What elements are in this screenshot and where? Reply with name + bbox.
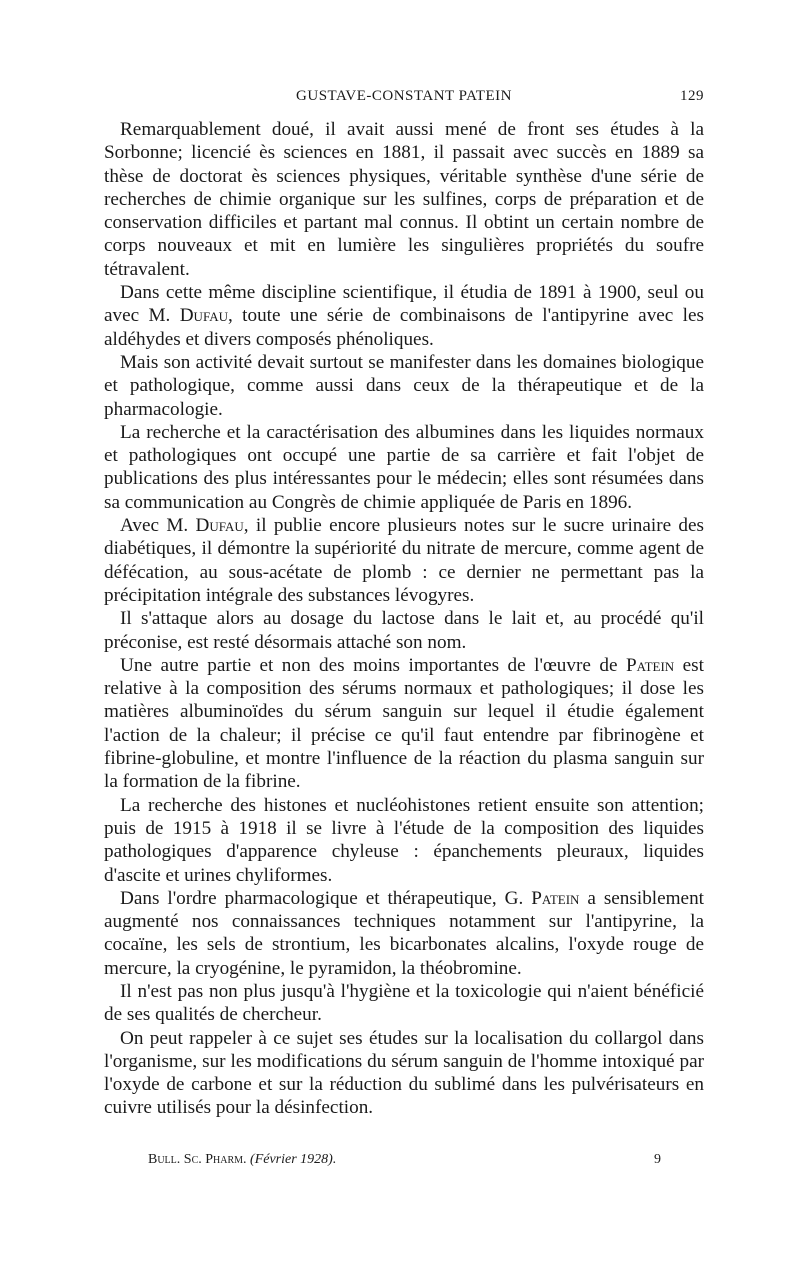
body-text xyxy=(104,118,704,1120)
paragraph xyxy=(104,514,704,607)
person-name: Patein xyxy=(625,654,675,676)
paragraph: Il n'est pas non plus jusqu'à l'hygiène et la toxicologie qui n'aient bénéficié de ses qualités de chercheur. xyxy=(104,980,704,1026)
person-name: Dufau xyxy=(195,515,244,537)
paragraph-text: Dans cette même discipline scientifique, il étudia de 1891 à 1900, seul ou avec M. xyxy=(104,282,704,327)
paragraph-text: Avec M. xyxy=(120,515,196,537)
paragraph-text: Une autre partie et non des moins importantes de l'œuvre de xyxy=(120,654,626,676)
paragraph-text: a sensiblement augmenté nos connaissances techniques notamment sur l'antipyrine, la cocaïne, les sels de strontium, les bicarbonates alcalins, l'oxyde rouge de mercure, la cryogénine, le pyramidon, la théobromine. xyxy=(104,887,704,979)
paragraph: Mais son activité devait surtout se manifester dans les domaines biologique et pathologique, comme aussi dans ceux de la thérapeutique et de la pharmacologie. xyxy=(104,351,704,420)
journal-reference xyxy=(148,1152,336,1168)
paragraph-text: , il publie encore plusieurs notes sur le sucre urinaire des diabétiques, il démontre la supériorité du nitrate de mercure, comme agent de défécation, au sous-acétate de plomb : ce dernier ne permettant pas la précipitation intégrale des substances lévogyres. xyxy=(104,515,704,606)
paragraph xyxy=(104,887,704,980)
paragraph: Il s'attaque alors au dosage du lactose dans le lait et, au procédé qu'il préconise, est resté désormais attaché son nom. xyxy=(104,608,704,653)
paragraph: La recherche et la caractérisation des albumines dans les liquides normaux et pathologiques ont occupé une partie de sa carrière et fait l'objet de publications des plus intéressantes pour le médecin; elles sont résumées dans sa communication au Congrès de chimie appliquée de Paris en 1896. xyxy=(104,421,704,513)
paragraph: Remarquablement doué, il avait aussi mené de front ses études à la Sorbonne; licencié ès sciences en 1881, il passait avec succès en 1889 sa thèse de doctorat ès sciences physiques, véritable synthèse d'une série de recherches de chimie organique sur les sulfines, corps de préparation et de conservation difficiles et partant mal connus. Il obtint un certain nombre de corps nouveaux et mit en lumière les singulières propriétés du soufre tétravalent. xyxy=(104,119,704,280)
paragraph xyxy=(104,281,704,351)
page-number: 129 xyxy=(680,88,704,104)
sheet-number: 9 xyxy=(654,1152,661,1167)
journal-name: Bull. Sc. Pharm. xyxy=(148,1152,247,1167)
page-header xyxy=(104,88,704,110)
running-title: GUSTAVE-CONSTANT PATEIN xyxy=(296,88,512,104)
person-name: Patein xyxy=(531,887,580,909)
journal-date: (Février 1928). xyxy=(250,1152,337,1167)
paragraph: On peut rappeler à ce sujet ses études sur la localisation du collargol dans l'organisme, sur les modifications du sérum sanguin de l'homme intoxiqué par l'oxyde de carbone et sur la réduction du sublimé dans les pulvérisateurs en cuivre utilisés pour la désinfection. xyxy=(104,1027,704,1119)
paragraph-text: , toute une série de combinaisons de l'antipyrine avec les aldéhydes et divers composés phénoliques. xyxy=(104,305,704,350)
paragraph xyxy=(104,654,704,794)
person-name: Dufau xyxy=(179,305,228,327)
paragraph-text: Dans l'ordre pharmacologique et thérapeutique, G. xyxy=(120,887,532,909)
paragraph: La recherche des histones et nucléohistones retient ensuite son attention; puis de 1915 à 1918 il se livre à l'étude de la composition des liquides pathologiques d'apparence chyleuse : épanchements pleuraux, liquides d'ascite et urines chyliformes. xyxy=(104,794,704,886)
paragraph-text: est relative à la composition des sérums normaux et pathologiques; il dose les matières albuminoïdes du sérum sanguin sur lequel il étudie également l'action de la chaleur; il précise ce qu'il faut entendre par fibrinogène et fibrine-globuline, et montre l'influence de la réaction du plasma sanguin sur la formation de la fibrine. xyxy=(104,654,704,793)
